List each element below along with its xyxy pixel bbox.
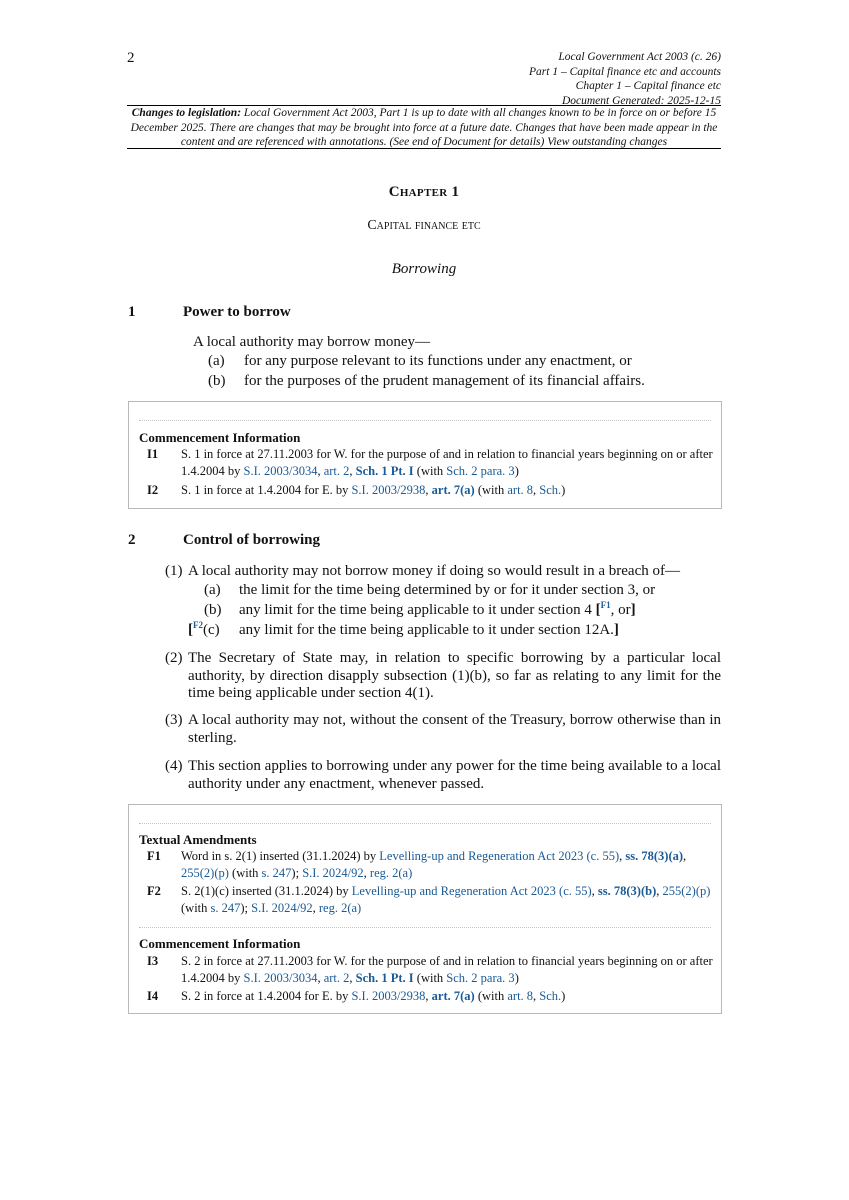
changes-label: Changes to legislation: bbox=[131, 107, 242, 119]
legislation-link[interactable]: art. 7(a) bbox=[431, 989, 475, 1003]
annotation-text: S. 2 in force at 27.11.2003 for W. for the purpose of and in relation to financial years beginning on or after 1.4.2004 by S.I. 2003/3034, art. 2, Sch. 1 Pt. I (with Sch. 2 para. 3) bbox=[181, 954, 713, 985]
legislation-link[interactable]: S.I. 2003/2938 bbox=[351, 989, 426, 1003]
subsection-1-c-label: [$^{F2}$(c) bbox=[188, 620, 220, 638]
section-1-number: 1 bbox=[128, 304, 136, 320]
legislation-link[interactable]: Sch. 2 para. 3 bbox=[446, 463, 515, 478]
legislation-link[interactable]: Sch. 1 Pt. I bbox=[355, 970, 414, 985]
legislation-link[interactable]: ss. 78(3)(a) bbox=[625, 849, 684, 863]
section-1-intro: A local authority may borrow money— bbox=[193, 334, 431, 350]
part-title: Part 1 – Capital finance etc and accounts bbox=[529, 65, 721, 78]
annotation-id: I1 bbox=[147, 447, 159, 461]
page-number: 2 bbox=[127, 50, 135, 66]
chapter-title: Chapter 1 – Capital finance etc bbox=[575, 80, 721, 92]
subsection-1-b-text: any limit for the time being applicable to it under section 4 [$^{F1}$, or] bbox=[239, 600, 636, 618]
section-1-item-b-text: for the purposes of the prudent management of its financial affairs. bbox=[244, 373, 645, 389]
section-1-annotations bbox=[128, 401, 722, 509]
legislation-link[interactable]: ss. 78(3)(b) bbox=[597, 884, 657, 898]
amendment-ref-f2[interactable]: F2 bbox=[193, 620, 203, 630]
annotation-divider bbox=[139, 420, 711, 421]
subsection-1-c-text: any limit for the time being applicable to it under section 12A.] bbox=[239, 622, 619, 638]
subsection-4-text: This section applies to borrowing under any power for the time being available to a local authority under any enactment, whenever passed. bbox=[188, 758, 721, 792]
legislation-link[interactable]: Sch. 1 Pt. I bbox=[355, 463, 414, 478]
legislation-link[interactable]: reg. 2(a) bbox=[318, 900, 362, 915]
legislation-link[interactable]: art. 2 bbox=[323, 463, 350, 478]
annotation-text: S. 2(1)(c) inserted (31.1.2024) by Levelling-up and Regeneration Act 2023 (c. 55), ss. 78(3)(b), 255(2)(p) (with s. 247); S.I. 2024/92, reg. 2(a) bbox=[181, 884, 711, 915]
section-1-title: Power to borrow bbox=[183, 304, 291, 320]
subsection-1-label: (1) bbox=[165, 563, 183, 579]
subsection-3-text: A local authority may not, without the consent of the Treasury, borrow otherwise than in sterling. bbox=[188, 712, 721, 746]
legislation-link[interactable]: S.I. 2003/3034 bbox=[243, 463, 318, 478]
legislation-link[interactable]: Levelling-up and Regeneration Act 2023 (c. 55) bbox=[379, 849, 620, 863]
legislation-link[interactable]: art. 2 bbox=[323, 970, 350, 985]
subsection-1-text: A local authority may not borrow money if doing so would result in a breach of— bbox=[188, 563, 680, 579]
legislation-link[interactable]: art. 7(a) bbox=[431, 483, 475, 497]
amendment-ref-f1[interactable]: F1 bbox=[600, 600, 611, 610]
running-header bbox=[321, 50, 721, 108]
legislation-link[interactable]: reg. 2(a) bbox=[369, 865, 413, 880]
subsection-2-label: (2) bbox=[165, 650, 183, 666]
commencement-heading: Commencement Information bbox=[139, 936, 301, 951]
annotation-divider bbox=[139, 823, 711, 824]
annotation-id: I4 bbox=[147, 989, 159, 1003]
legislation-link[interactable]: S.I. 2003/3034 bbox=[243, 970, 318, 985]
annotation-text: Word in s. 2(1) inserted (31.1.2024) by Levelling-up and Regeneration Act 2023 (c. 55), ss. 78(3)(a), 255(2)(p) (with s. 247); S.I. 2024/92, reg. 2(a) bbox=[181, 849, 687, 880]
section-2-number: 2 bbox=[128, 532, 136, 548]
annotation-divider bbox=[139, 927, 711, 928]
section-2-annotations bbox=[128, 804, 722, 1014]
legislation-link[interactable]: s. 247 bbox=[210, 900, 241, 915]
legislation-link[interactable]: S.I. 2003/2938 bbox=[351, 483, 426, 497]
annotation-id: I3 bbox=[147, 954, 159, 968]
annotation-text: S. 1 in force at 1.4.2004 for E. by S.I. 2003/2938, art. 7(a) (with art. 8, Sch.) bbox=[181, 483, 566, 497]
subsection-1-b-label: (b) bbox=[204, 602, 222, 618]
subsection-1-a-text: the limit for the time being determined by or for it under section 3, or bbox=[239, 582, 656, 598]
header-rule-bottom bbox=[127, 148, 721, 149]
commencement-heading: Commencement Information bbox=[139, 430, 301, 445]
subsection-1-a-label: (a) bbox=[204, 582, 221, 598]
textual-amendments-heading: Textual Amendments bbox=[139, 832, 257, 847]
annotation-id: F1 bbox=[147, 849, 161, 863]
crossheading: Borrowing bbox=[391, 261, 457, 277]
legislation-link[interactable]: Sch. 2 para. 3 bbox=[446, 970, 515, 985]
legislation-link[interactable]: Levelling-up and Regeneration Act 2023 (c. 55) bbox=[351, 884, 592, 898]
chapter-heading: Chapter 1 bbox=[388, 184, 460, 200]
annotation-id: F2 bbox=[147, 884, 161, 898]
section-1-item-a-text: for any purpose relevant to its functions under any enactment, or bbox=[244, 353, 632, 369]
legislation-link[interactable]: S.I. 2024/92 bbox=[302, 865, 364, 880]
section-2-title: Control of borrowing bbox=[183, 532, 320, 548]
legislation-link[interactable]: Sch. bbox=[539, 483, 562, 497]
subsection-2-text: The Secretary of State may, in relation to specific borrowing by a particular local authority, by direction disapply subsection (1)(b), so far as relating to any limit for the time being applicable under section 4(1). bbox=[188, 650, 721, 701]
changes-notice bbox=[127, 106, 721, 150]
chapter-subtitle: Capital finance etc bbox=[367, 218, 481, 233]
legislation-link[interactable]: art. 8 bbox=[507, 989, 534, 1003]
act-title: Local Government Act 2003 (c. 26) bbox=[558, 51, 721, 63]
legislation-link[interactable]: S.I. 2024/92 bbox=[251, 900, 313, 915]
legislation-link[interactable]: 255(2)(p) bbox=[181, 865, 229, 880]
subsection-3-label: (3) bbox=[165, 712, 183, 728]
legislation-link[interactable]: 255(2)(p) bbox=[662, 884, 711, 898]
legislation-link[interactable]: s. 247 bbox=[261, 865, 292, 880]
changes-text: Local Government Act 2003, Part 1 is up to date with all changes known to be in force on or before 15 December 2025. There are changes that may be brought into force at a future date. Changes that have been made appear in the content and are referenced with annotations. (See end of Document for details) View outstanding changes bbox=[130, 107, 718, 148]
legislation-link[interactable]: art. 8 bbox=[507, 483, 534, 497]
subsection-4-label: (4) bbox=[165, 758, 183, 774]
section-1-item-a-label: (a) bbox=[208, 353, 225, 369]
annotation-id: I2 bbox=[147, 483, 159, 497]
annotation-text: S. 1 in force at 27.11.2003 for W. for the purpose of and in relation to financial years beginning on or after 1.4.2004 by S.I. 2003/3034, art. 2, Sch. 1 Pt. I (with Sch. 2 para. 3) bbox=[181, 447, 713, 478]
generated-date: Document Generated: 2025-12-15 bbox=[561, 94, 721, 107]
legislation-link[interactable]: Sch. bbox=[539, 989, 562, 1003]
section-1-item-b-label: (b) bbox=[208, 373, 226, 389]
annotation-text: S. 2 in force at 1.4.2004 for E. by S.I. 2003/2938, art. 7(a) (with art. 8, Sch.) bbox=[181, 989, 566, 1003]
